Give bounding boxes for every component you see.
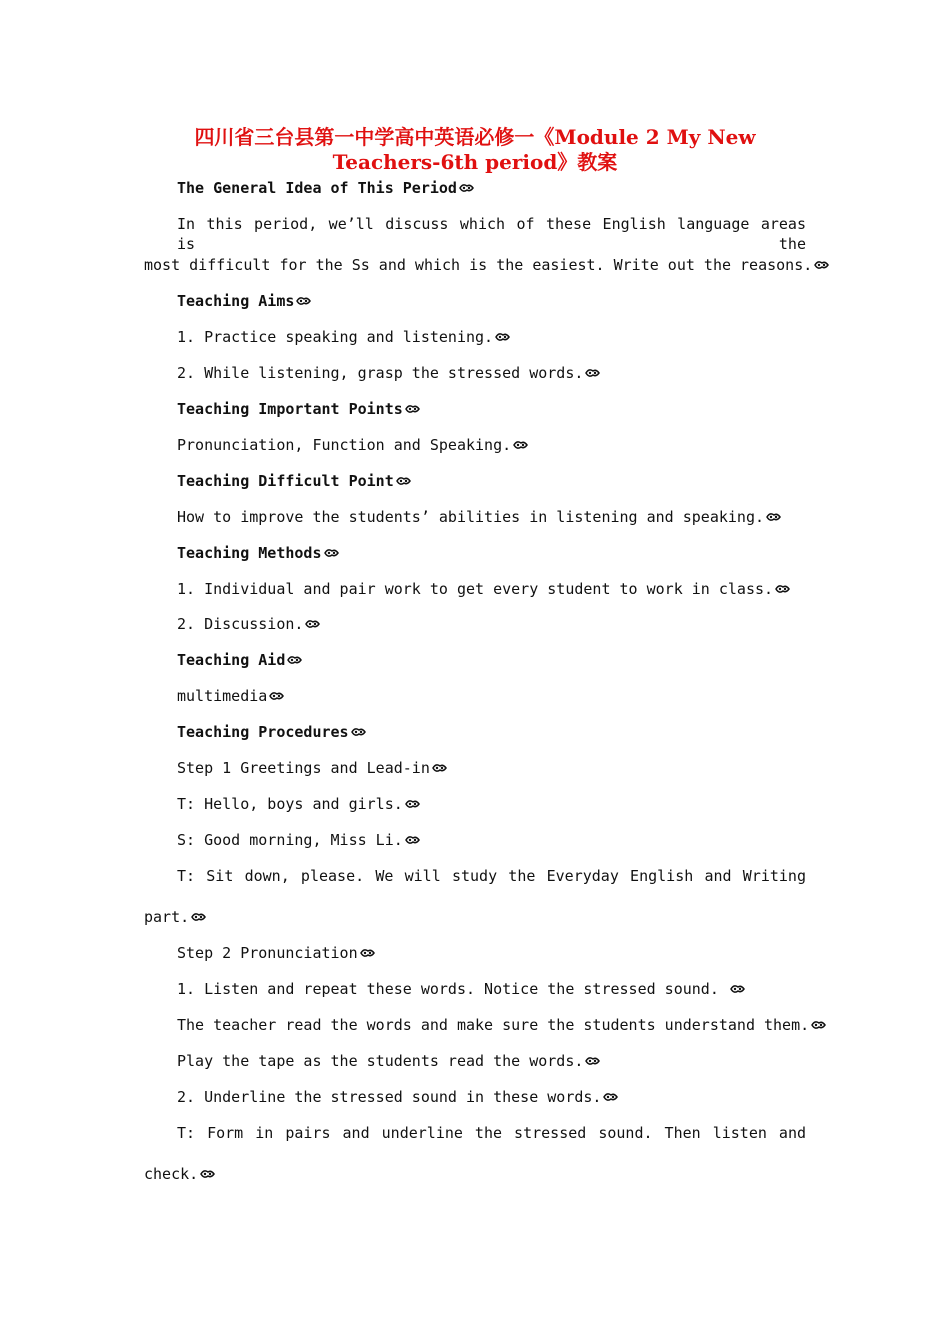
paragraph-mark-icon — [286, 654, 303, 666]
general-idea-line-1: In this period, we’ll discuss which of these English language areas is the — [177, 215, 806, 253]
step-1-heading: Step 1 Greetings and Lead-in — [177, 758, 448, 778]
pronunciation-tape-note: Play the tape as the students read the words. — [177, 1051, 601, 1071]
teaching-aid-text: multimedia — [177, 686, 285, 706]
dialogue-student-1: S: Good morning, Miss Li. — [177, 830, 421, 850]
general-idea-heading: The General Idea of This Period — [177, 178, 475, 198]
teaching-aid-heading: Teaching Aid — [177, 650, 303, 670]
teaching-aim-2: 2. While listening, grasp the stressed words. — [177, 363, 601, 383]
pronunciation-teacher-note: The teacher read the words and make sure the students understand them. — [177, 1015, 827, 1035]
paragraph-mark-icon — [295, 295, 312, 307]
paragraph-mark-icon — [431, 762, 448, 774]
teaching-method-1: 1. Individual and pair work to get every student to work in class. — [177, 579, 791, 599]
dialogue-teacher-2-line-1: T: Sit down, please. We will study the Everyday English and Writing — [177, 867, 806, 885]
teaching-method-2: 2. Discussion. — [177, 614, 321, 634]
dialogue-teacher-3-line-1: T: Form in pairs and underline the stressed sound. Then listen and — [177, 1124, 806, 1142]
difficult-point-text: How to improve the students’ abilities in listening and speaking. — [177, 507, 782, 527]
paragraph-mark-icon — [813, 259, 830, 271]
paragraph-mark-icon — [810, 1019, 827, 1031]
document-title-line-1: 四川省三台县第一中学高中英语必修一《Module 2 My New — [194, 125, 756, 149]
paragraph-mark-icon — [350, 726, 367, 738]
pronunciation-task-1: 1. Listen and repeat these words. Notice the stressed sound. — [177, 979, 746, 999]
paragraph-mark-icon — [774, 583, 791, 595]
document-title-line-2: Teachers-6th period》教案 — [332, 150, 618, 174]
paragraph-mark-icon — [404, 798, 421, 810]
paragraph-mark-icon — [584, 1055, 601, 1067]
dialogue-teacher-3-line-2: check. — [144, 1164, 216, 1184]
difficult-point-heading: Teaching Difficult Point — [177, 471, 412, 491]
dialogue-teacher-1: T: Hello, boys and girls. — [177, 794, 421, 814]
paragraph-mark-icon — [199, 1168, 216, 1180]
teaching-aim-1: 1. Practice speaking and listening. — [177, 327, 511, 347]
paragraph-mark-icon — [404, 403, 421, 415]
important-points-heading: Teaching Important Points — [177, 399, 421, 419]
paragraph-mark-icon — [323, 547, 340, 559]
paragraph-mark-icon — [268, 690, 285, 702]
dialogue-teacher-2-line-2: part. — [144, 907, 207, 927]
pronunciation-task-2: 2. Underline the stressed sound in these words. — [177, 1087, 619, 1107]
teaching-methods-heading: Teaching Methods — [177, 543, 340, 563]
paragraph-mark-icon — [395, 475, 412, 487]
paragraph-mark-icon — [190, 911, 207, 923]
teaching-aims-heading: Teaching Aims — [177, 291, 312, 311]
paragraph-mark-icon — [359, 947, 376, 959]
step-2-heading: Step 2 Pronunciation — [177, 943, 376, 963]
paragraph-mark-icon — [304, 618, 321, 630]
paragraph-mark-icon — [458, 182, 475, 194]
important-points-text: Pronunciation, Function and Speaking. — [177, 435, 529, 455]
teaching-procedures-heading: Teaching Procedures — [177, 722, 367, 742]
paragraph-mark-icon — [404, 834, 421, 846]
paragraph-mark-icon — [765, 511, 782, 523]
paragraph-mark-icon — [602, 1091, 619, 1103]
paragraph-mark-icon — [512, 439, 529, 451]
paragraph-mark-icon — [494, 331, 511, 343]
paragraph-mark-icon — [729, 983, 746, 995]
general-idea-line-2: most difficult for the Ss and which is the easiest. Write out the reasons. — [144, 255, 830, 275]
paragraph-mark-icon — [584, 367, 601, 379]
